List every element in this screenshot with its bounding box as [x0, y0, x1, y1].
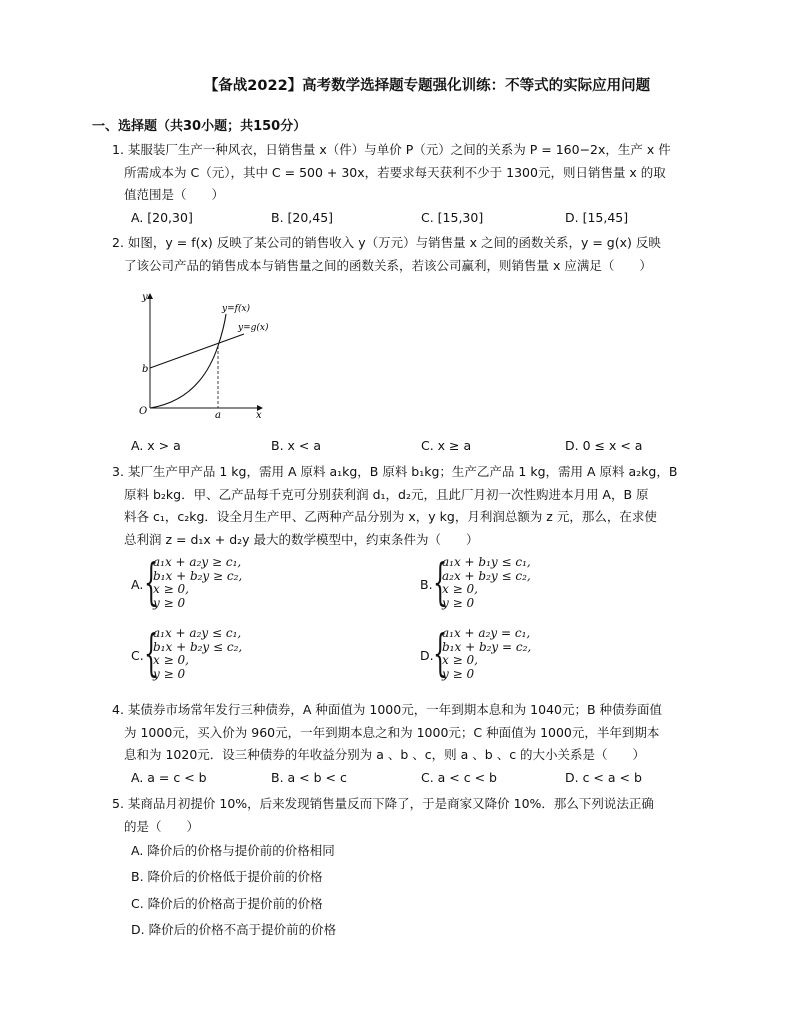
constraint-row: y ≥ 0	[153, 666, 186, 681]
option-label: D.	[420, 648, 434, 663]
brace: {	[433, 624, 448, 682]
a-label: a	[215, 410, 221, 420]
constraint-row: y ≥ 0	[153, 595, 186, 610]
option-b[interactable]: B. 降价后的价格低于提价前的价格	[131, 869, 323, 884]
function-graph	[130, 290, 280, 420]
constraint-row: x ≥ 0,	[153, 653, 189, 667]
origin-label: O	[139, 406, 148, 417]
question-line: 为 1000元，买入价为 960元，一年到期本息之和为 1000元；C 种面值为 1000元，半年到期本	[124, 724, 660, 740]
option-d[interactable]: D. c < a < b	[565, 770, 642, 785]
option-label: A.	[131, 577, 144, 592]
constraint-row: b₁x + b₂y ≥ c₂,	[153, 568, 243, 583]
f-curve	[150, 314, 226, 408]
question-line: 5. 某商品月初提价 10%，后来发现销售量反而下降了，于是商家又降价 10%．那么下列说法正确	[112, 796, 654, 811]
question-2	[112, 232, 712, 277]
option-d[interactable]: D. 降价后的价格不高于提价前的价格	[131, 922, 337, 937]
option-c[interactable]: C. a < c < b	[421, 770, 497, 785]
option-c[interactable]: C. x ≥ a	[421, 438, 472, 453]
question-line: 料各 c₁，c₂kg．设全月生产甲、乙两种产品分别为 x，y kg，月利润总额为 z 元，那么，在求使	[124, 509, 657, 524]
question-line: 值范围是（ ）	[124, 187, 225, 202]
option-a[interactable]: A. [20,30]	[131, 210, 193, 225]
option-d[interactable]: D. [15,45]	[565, 210, 629, 225]
question-line: 的是（ ）	[124, 818, 200, 834]
option-d-system[interactable]	[420, 624, 620, 685]
question-4-options	[131, 770, 671, 790]
b-label: b	[142, 364, 149, 375]
constraint-row: x ≥ 0,	[153, 582, 189, 596]
y-label: y	[142, 292, 148, 303]
question-3	[112, 461, 712, 551]
option-label: C.	[131, 648, 144, 663]
question-line: 1. 某服装厂生产一种风衣，日销售量 x（件）与单价 P（元）之间的关系为 P = 160−2x，生产 x 件	[112, 142, 671, 157]
option-c[interactable]: C. 降价后的价格高于提价前的价格	[131, 896, 323, 911]
question-line: 4. 某债券市场常年发行三种债券，A 种面值为 1000元，一年到期本息和为 1040元；B 种债券面值	[112, 702, 663, 717]
g-label: y=g(x)	[238, 323, 269, 333]
question-line: 3. 某厂生产甲产品 1 kg，需用 A 原料 a₁kg，B 原料 b₁kg；生产乙产品 1 kg，需用 A 原料 a₂kg，B	[112, 464, 678, 479]
constraint-row: y ≥ 0	[442, 595, 475, 610]
x-label: x	[256, 410, 262, 420]
option-b[interactable]: B. x < a	[271, 438, 321, 453]
constraint-row: a₁x + a₂y ≥ c₁,	[153, 555, 242, 569]
question-1-options	[131, 210, 671, 230]
option-d[interactable]: D. 0 ≤ x < a	[565, 438, 643, 453]
question-4	[112, 699, 712, 767]
question-2-options	[131, 438, 671, 458]
option-c[interactable]: C. [15,30]	[421, 210, 484, 225]
question-line: 息和为 1020元．设三种债券的年收益分别为 a 、b 、c，则 a 、b 、c 的大小关系是（ ）	[124, 747, 646, 762]
question-line: 2. 如图，y = f(x) 反映了某公司的销售收入 y（万元）与销售量 x 之间的函数关系，y = g(x) 反映	[112, 235, 661, 250]
constraint-row: b₁x + b₂y = c₂,	[442, 639, 532, 654]
option-b[interactable]: B. a < b < c	[271, 770, 347, 785]
constraint-row: y ≥ 0	[442, 666, 475, 681]
constraint-row: a₁x + a₂y ≤ c₁,	[153, 626, 242, 640]
option-a[interactable]: A. x > a	[131, 438, 181, 453]
question-line: 了该公司产品的销售成本与销售量之间的函数关系，若该公司赢利，则销售量 x 应满足（ ）	[124, 257, 652, 273]
brace: {	[433, 553, 448, 611]
constraint-row: a₂x + b₂y ≤ c₂,	[442, 568, 531, 583]
option-a[interactable]: A. a = c < b	[131, 770, 207, 785]
question-line: 所需成本为 C（元），其中 C = 500 + 30x，若要求每天获利不少于 1300元，则日销售量 x 的取	[124, 164, 666, 180]
option-b-system[interactable]	[420, 553, 620, 614]
section-heading: 一、选择题（共30小题；共150分）	[92, 119, 307, 134]
brace: {	[144, 553, 159, 611]
question-line: 原料 b₂kg．甲、乙产品每千克可分别获利润 d₁，d₂元，且此厂月初一次性购进本月用 A，B 原	[124, 486, 649, 502]
option-a-system[interactable]	[131, 553, 331, 614]
page-title: 【备战2022】高考数学选择题专题强化训练：不等式的实际应用问题	[203, 78, 651, 94]
g-line	[150, 334, 244, 368]
constraint-row: a₁x + a₂y = c₁,	[442, 626, 531, 640]
question-1	[112, 139, 712, 207]
f-label: y=f(x)	[222, 304, 251, 314]
constraint-row: x ≥ 0,	[442, 653, 478, 667]
constraint-row: x ≥ 0,	[442, 582, 478, 596]
option-c-system[interactable]	[131, 624, 331, 685]
constraint-row: a₁x + b₁y ≤ c₁,	[442, 555, 531, 569]
option-b[interactable]: B. [20,45]	[271, 210, 334, 225]
question-line: 总利润 z = d₁x + d₂y 最大的数学模型中，约束条件为（ ）	[124, 531, 479, 547]
question-5	[112, 793, 712, 838]
option-label: B.	[420, 577, 433, 592]
option-a[interactable]: A. 降价后的价格与提价前的价格相同	[131, 843, 335, 858]
brace: {	[144, 624, 159, 682]
constraint-row: b₁x + b₂y ≤ c₂,	[153, 639, 243, 654]
